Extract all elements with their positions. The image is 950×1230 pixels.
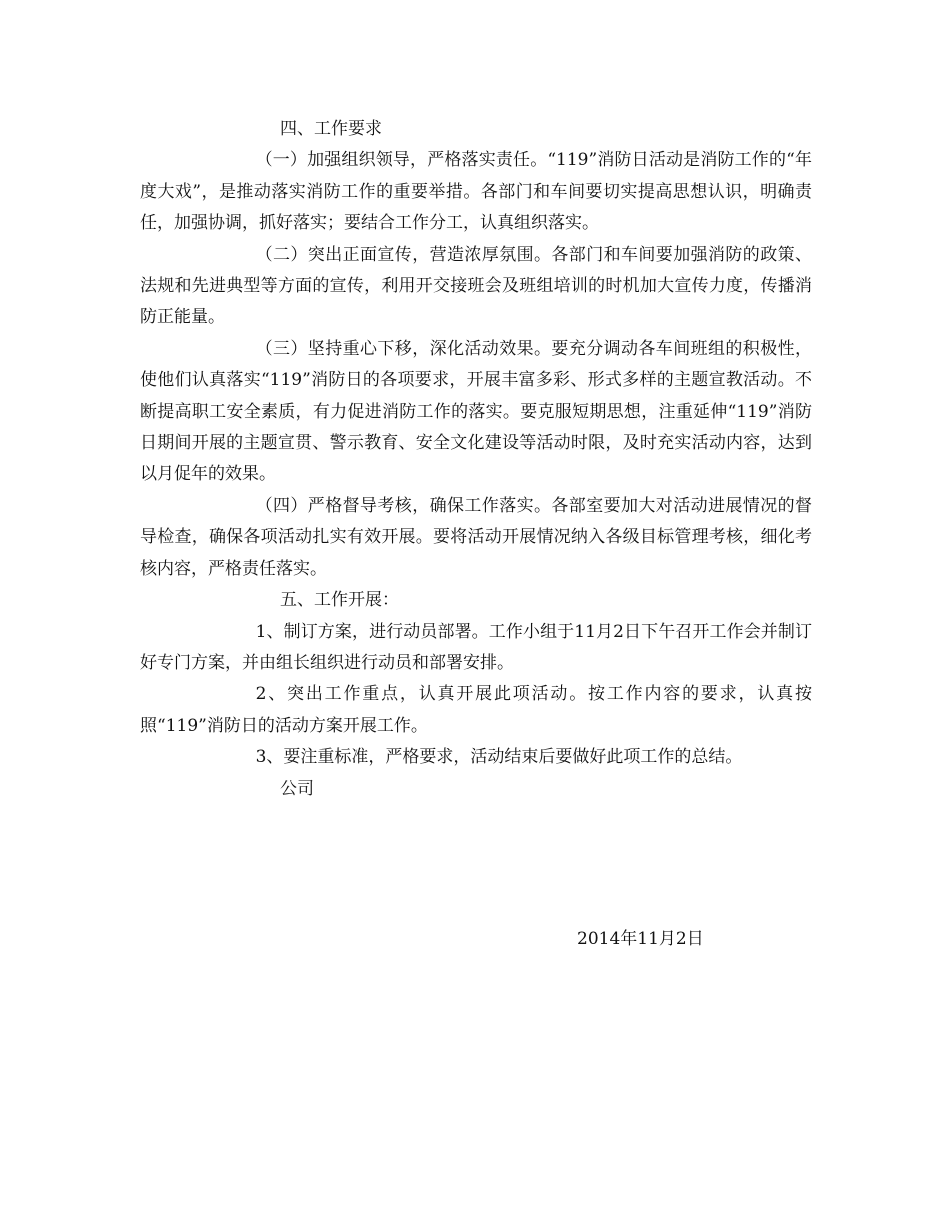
signature-date: 2014年11月2日: [577, 929, 704, 949]
signature-org: 公司: [280, 778, 314, 799]
document-body: [140, 114, 812, 805]
section-4-heading: 四、工作要求: [280, 119, 382, 139]
section-5-item-3: 3、要注重标准，严格要求，活动结束后要做好此项工作的总结。: [255, 747, 743, 768]
section-5-heading: 五、工作开展：: [280, 590, 399, 611]
section-5-item-1: 1、制订方案，进行动员部署。工作小组于11月2日下午召开工作会并制订好专门方案，并由组长组织进行动员和部署安排。: [140, 621, 812, 673]
section-4-item-1: （一）加强组织领导，严格落实责任。“119”消防日活动是消防工作的“年度大戏”，是推动落实消防工作的重要举措。各部门和车间要切实提高思想认识，明确责任，加强协调，抓好落实；要结合工作分工，认真组织落实。: [140, 150, 812, 234]
section-4-item-3: （三）坚持重心下移，深化活动效果。要充分调动各车间班组的积极性，使他们认真落实“119”消防日的各项要求，开展丰富多彩、形式多样的主题宣教活动。不断提高职工安全素质，有力促进消防工作的落实。要克服短期思想，注重延伸“119”消防日期间开展的主题宣贯、警示教育、安全文化建设等活动时限，及时充实活动内容，达到以月促年的效果。: [140, 338, 812, 485]
section-4-item-4: （四）严格督导考核，确保工作落实。各部室要加大对活动进展情况的督导检查，确保各项活动扎实有效开展。要将活动开展情况纳入各级目标管理考核，细化考核内容，严格责任落实。: [140, 495, 812, 579]
section-4-item-2: （二）突出正面宣传，营造浓厚氛围。各部门和车间要加强消防的政策、法规和先进典型等方面的宣传，利用开交接班会及班组培训的时机加大宣传力度，传播消防正能量。: [140, 244, 812, 328]
section-5-item-2: 2、突出工作重点，认真开展此项活动。按工作内容的要求，认真按照“119”消防日的活动方案开展工作。: [140, 684, 812, 736]
